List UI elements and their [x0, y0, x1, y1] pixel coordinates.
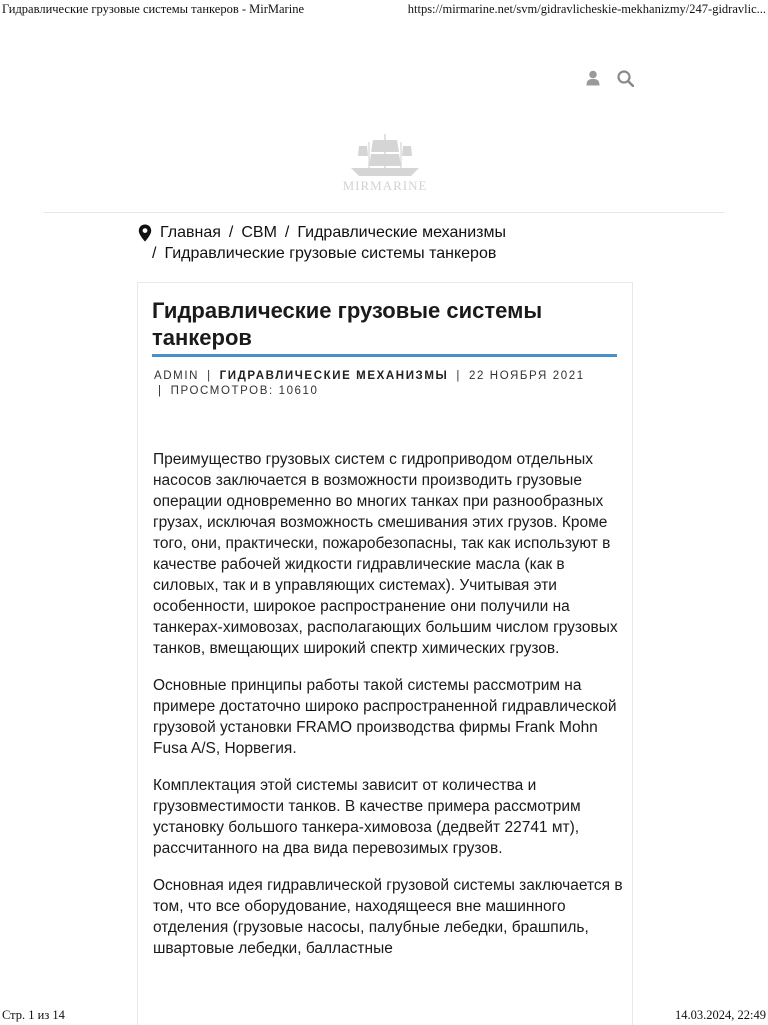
- print-header: [0, 0, 768, 18]
- logo-text: MIRMARINE: [342, 178, 428, 193]
- user-icon[interactable]: [583, 68, 603, 88]
- article-body: [153, 449, 623, 975]
- article-paragraph: Основные принципы работы такой системы рассмотрим на примере достаточно широко распространенной гидравлической грузовой установки FRAMO производства фирмы Frank Mohn Fusa A/S, Норвегия.: [153, 677, 617, 757]
- article-title: Гидравлические грузовые системы танкеров: [152, 297, 617, 357]
- ship-icon: [333, 132, 437, 180]
- search-icon[interactable]: [615, 68, 635, 88]
- category-link[interactable]: ГИДРАВЛИЧЕСКИЕ МЕХАНИЗМЫ: [219, 370, 449, 382]
- print-datetime: 14.03.2024, 22:49: [675, 1008, 766, 1022]
- article-card: [137, 282, 633, 1025]
- article-paragraph: Комплектация этой системы зависит от количества и грузовместимости танков. В качестве примера рассмотрим установку большого танкера-химовоза (дедвейт 22741 мт), рассчитанного на два вида перевозимых грузов.: [153, 777, 581, 857]
- breadcrumb: [138, 222, 638, 264]
- article-meta: ADMIN | ГИДРАВЛИЧЕСКИЕ МЕХАНИЗМЫ | 22 НОЯБРЯ 2021 | ПРОСМОТРОВ: 10610: [154, 370, 585, 397]
- print-footer: [0, 1006, 768, 1024]
- author-link[interactable]: ADMIN: [154, 370, 200, 382]
- print-header-title: Гидравлические грузовые системы танкеров - MirMarine: [2, 2, 304, 16]
- breadcrumb-home-link[interactable]: Главная: [160, 224, 221, 241]
- breadcrumb-section-link[interactable]: СВМ: [241, 224, 277, 241]
- breadcrumb-current: Гидравлические грузовые системы танкеров: [164, 245, 497, 262]
- breadcrumb-separator: /: [228, 224, 234, 241]
- site-logo[interactable]: [333, 132, 437, 198]
- breadcrumb-separator: /: [152, 245, 157, 262]
- article-paragraph: Основная идея гидравлической грузовой системы заключается в том, что все оборудование, находящееся вне машинного отделения (грузовые насосы, палубные лебедки, брашпиль, швартовые лебедки, балластные: [153, 877, 623, 957]
- article-paragraph: Преимущество грузовых систем с гидроприводом отдельных насосов заключается в возможности производить грузовые операции одновременно во многих танках при разнообразных грузах, исключая возможность смешивания этих грузов. Кроме того, они, практически, пожаробезопасны, так как используют в качестве рабочей жидкости гидравлические масла (как в силовых, так и в управляющих системах). Учитывая эти особенности, широкое распространение они получили на танкерах-химовозах, располагающих большим числом грузовых танков, вмещающих широкий спектр химических грузов.: [153, 451, 618, 657]
- breadcrumb-separator: /: [284, 224, 290, 241]
- print-header-url: https://mirmarine.net/svm/gidravlicheskie-mekhanizmy/247-gidravlic...: [407, 2, 766, 16]
- header-divider: [44, 212, 724, 213]
- views-count: ПРОСМОТРОВ: 10610: [170, 385, 319, 397]
- article-date: 22 НОЯБРЯ 2021: [469, 370, 585, 382]
- breadcrumb-category-link[interactable]: Гидравлические механизмы: [297, 224, 507, 241]
- page-number: Стр. 1 из 14: [2, 1008, 65, 1022]
- header-icons: [583, 68, 635, 88]
- map-pin-icon: [138, 224, 152, 242]
